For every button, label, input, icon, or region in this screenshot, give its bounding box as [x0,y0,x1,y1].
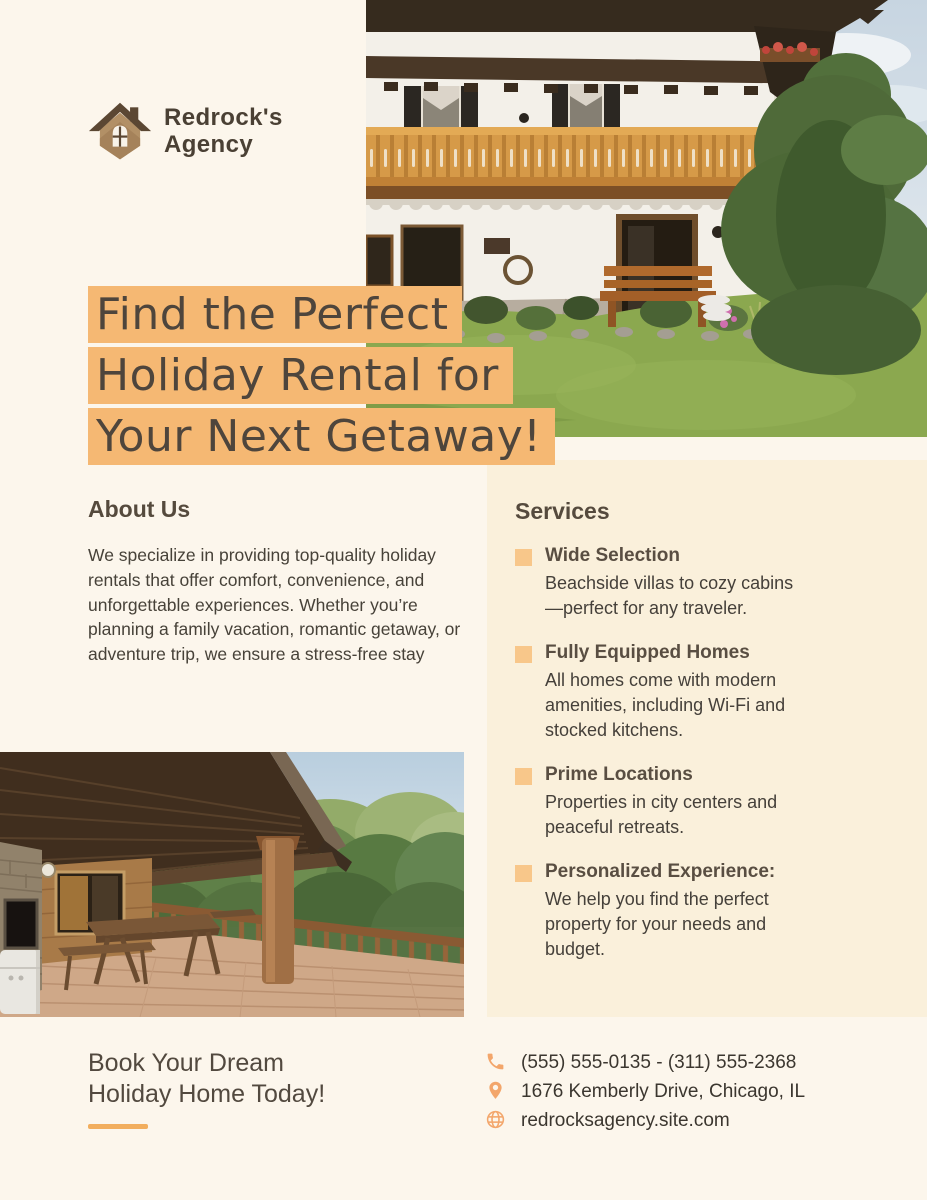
agency-name-line2: Agency [164,131,254,158]
deck-photo [0,752,464,1017]
cta-heading [88,1048,325,1110]
agency-logo [88,98,283,166]
service-item-description: All homes come with modern amenities, including Wi-Fi and stocked kitchens. [545,670,786,740]
cta-accent-underline [88,1124,148,1129]
cta-line2: Holiday Home Today! [88,1080,326,1108]
service-item-description: Beachside villas to cozy cabins—perfect for any traveler. [545,573,794,618]
headline-line: Your Next Getaway! [88,408,555,465]
agency-name [164,104,283,158]
headline [88,286,555,469]
service-item-title: Personalized Experience: [545,861,776,882]
location-pin-icon [485,1080,506,1101]
phone-icon [485,1051,506,1072]
about-section [88,496,470,667]
phone-numbers: (555) 555-0135 - (311) 555-2368 [521,1052,797,1073]
contact-row-address [485,1077,805,1106]
service-item-description: Properties in city centers and peaceful retreats. [545,792,778,837]
agency-name-line1: Redrock's [164,104,283,131]
service-item-title: Prime Locations [545,764,693,785]
cta-line1: Book Your Dream [88,1049,284,1077]
bullet-square-icon [515,549,532,566]
service-item [515,545,897,621]
service-item-title: Fully Equipped Homes [545,642,750,663]
street-address: 1676 Kemberly Drive, Chicago, IL [521,1081,806,1102]
headline-line: Find the Perfect [88,286,462,343]
contact-row-phone [485,1048,805,1077]
about-title: About Us [88,496,191,522]
globe-icon [485,1109,506,1130]
service-item [515,861,897,962]
website-url: redrocksagency.site.com [521,1110,730,1131]
bullet-square-icon [515,646,532,663]
bullet-square-icon [515,865,532,882]
service-item-description: We help you find the perfect property for your needs and budget. [545,889,769,959]
about-body: We specialize in providing top-quality holiday rentals that offer comfort, convenience, and unforgettable experiences. Whether you’re planning a family vacation, romantic getaway, or adventure trip, we ensure a stress-free stay [88,545,461,665]
headline-line: Holiday Rental for [88,347,513,404]
contact-row-website [485,1106,805,1135]
contact-list [485,1048,805,1135]
services-title: Services [515,498,610,524]
house-icon [88,98,152,166]
service-item [515,642,897,743]
service-item [515,764,897,840]
services-panel [487,460,927,1017]
deck-photo-illustration [0,752,464,1017]
bullet-square-icon [515,768,532,785]
service-item-title: Wide Selection [545,545,680,566]
